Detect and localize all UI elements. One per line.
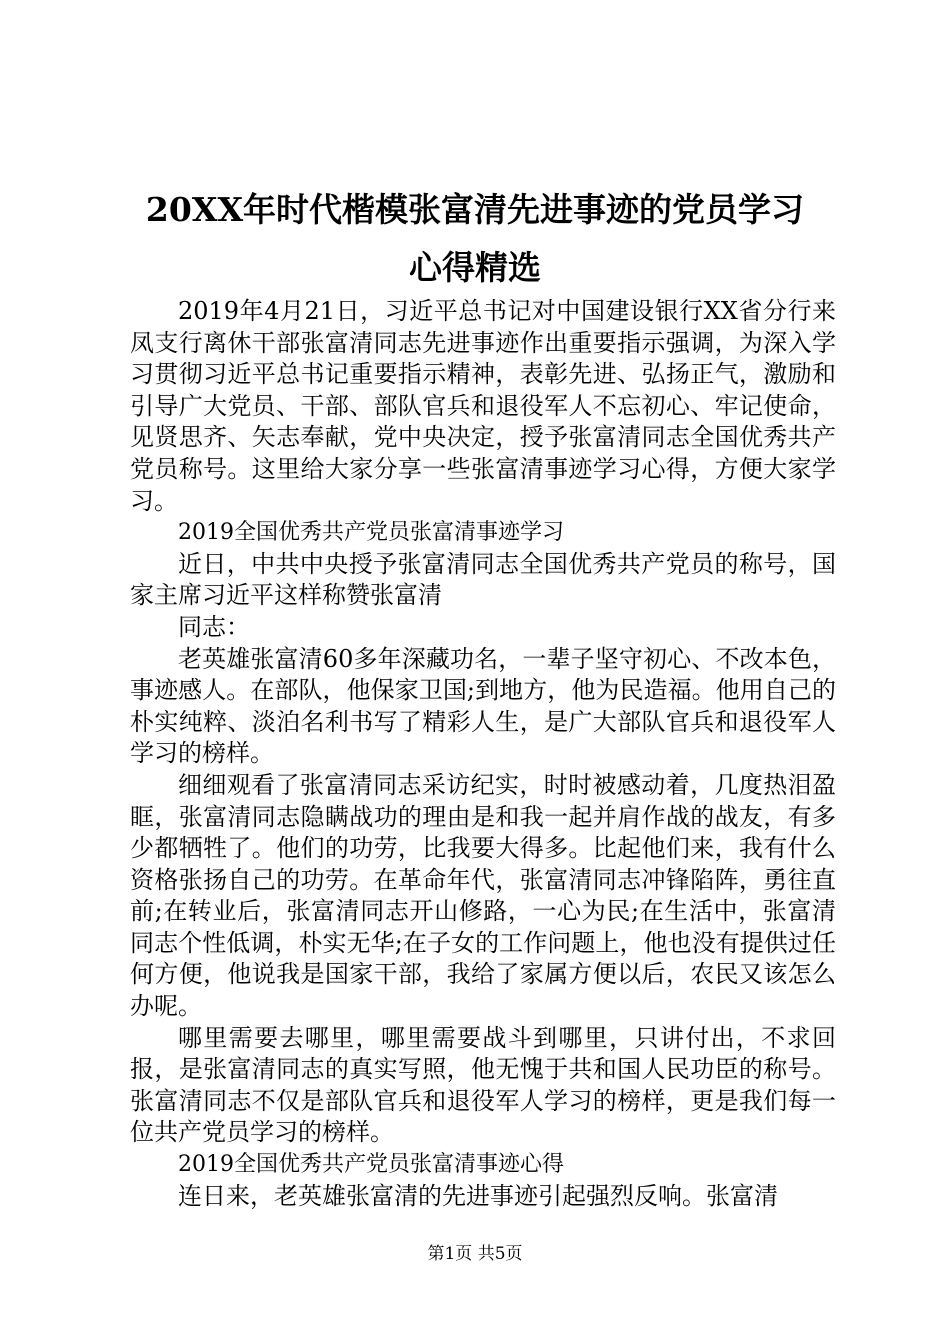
paragraph-continued: 连日来，老英雄张富清的先进事迹引起强烈反响。张富清 bbox=[178, 1181, 778, 1210]
paragraph-recent: 近日，中共中央授予张富清同志全国优秀共产党员的称号，国家主席习近平这样称赞张富清 bbox=[130, 549, 836, 610]
paragraph-salutation: 同志： bbox=[178, 612, 250, 641]
paragraph-intro: 2019年4月21日，习近平总书记对中国建设银行XX省分行来凤支行离休干部张富清同志先进事迹作出重要指示强调，为深入学习贯彻习近平总书记重要指示精神，表彰先进、弘扬正气，激励和引导广大党员、干部、部队官兵和退役军人不忘初心、牢记使命，见贤思齐、矢志奉献，党中央决定，授予张富清同志全国优秀共产党员称号。这里给大家分享一些张富清事迹学习心得，方便大家学习。 bbox=[130, 297, 836, 515]
paragraph-reflection: 细细观看了张富清同志采访纪实，时时被感动着，几度热泪盈眶，张富清同志隐瞒战功的理由是和我一起并肩作战的战友，有多少都牺牲了。他们的功劳，比我要大得多。比起他们来，我有什么资格张扬自己的功劳。在革命年代，张富清同志冲锋陷阵，勇往直前;在转业后，张富清同志开山修路，一心为民;在生活中，张富清同志个性低调，朴实无华;在子女的工作问题上，他也没有提供过任何方便，他说我是国家干部，我给了家属方便以后，农民又该怎么办呢。 bbox=[130, 770, 836, 1021]
section-heading-experience: 2019全国优秀共产党员张富清事迹心得 bbox=[178, 1152, 564, 1178]
page-number-footer: 第1页 共5页 bbox=[427, 1244, 523, 1264]
document-body bbox=[130, 296, 836, 1212]
document-title-line-2: 心得精选 bbox=[409, 248, 541, 287]
section-heading-study: 2019全国优秀共产党员张富清事迹学习 bbox=[178, 520, 564, 546]
document-title-line-1: 20XX年时代楷模张富清先进事迹的党员学习 bbox=[145, 190, 805, 229]
paragraph-quote: 老英雄张富清60多年深藏功名，一辈子坚守初心、不改本色，事迹感人。在部队，他保家卫国;到地方，他为民造福。他用自己的朴实纯粹、淡泊名利书写了精彩人生，是广大部队官兵和退役军人学习的榜样。 bbox=[130, 644, 836, 768]
paragraph-summary: 哪里需要去哪里，哪里需要战斗到哪里，只讲付出，不求回报，是张富清同志的真实写照，他无愧于共和国人民功臣的称号。张富清同志不仅是部队官兵和退役军人学习的榜样，更是我们每一位共产党员学习的榜样。 bbox=[130, 1023, 836, 1147]
